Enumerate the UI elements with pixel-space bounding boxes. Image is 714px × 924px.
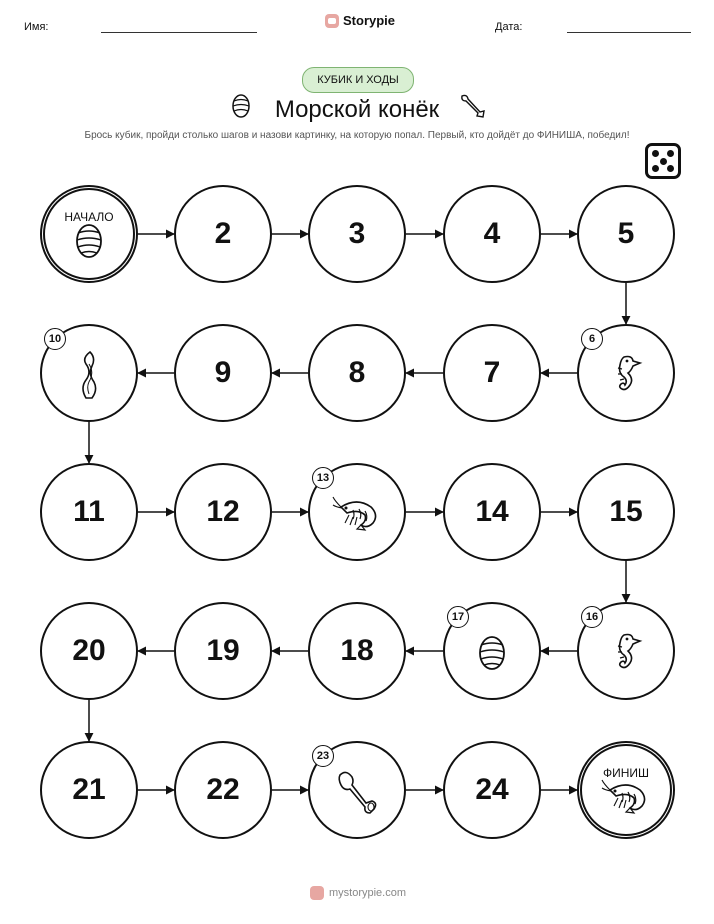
cell-number-badge: 13 (312, 467, 334, 489)
cell-number-badge: 10 (44, 328, 66, 350)
board-cell-24 (443, 741, 541, 839)
shrimp-icon (333, 495, 381, 538)
board-cell-16 (577, 602, 675, 700)
game-type-badge: КУБИК И ХОДЫ (302, 67, 414, 93)
cell-number-badge: 23 (312, 745, 334, 767)
board-cell-10 (40, 324, 138, 422)
cell-number-badge: 16 (581, 606, 603, 628)
cell-number: 5 (617, 217, 635, 250)
board-cell-4 (443, 185, 541, 283)
seaweed-icon (76, 350, 102, 405)
cell-number: 21 (72, 773, 106, 806)
seahorse-icon (608, 351, 644, 404)
cell-number: 7 (483, 356, 501, 389)
board-cell-2 (174, 185, 272, 283)
cell-number: 20 (72, 634, 106, 667)
board-cell-12 (174, 463, 272, 561)
board-cell-7 (443, 324, 541, 422)
cell-number-badge: 6 (581, 328, 603, 350)
board-cell-3 (308, 185, 406, 283)
finish-cell (577, 741, 675, 839)
seahorse-icon (608, 629, 644, 682)
board-cell-18 (308, 602, 406, 700)
cell-number: 8 (348, 356, 366, 389)
board-cell-9 (174, 324, 272, 422)
bone-icon (336, 769, 378, 820)
date-label: Дата: (495, 21, 523, 33)
board-cell-13 (308, 463, 406, 561)
page-title: Морской конёк (274, 96, 440, 123)
storypie-logo-icon (310, 886, 324, 900)
start-cell (40, 185, 138, 283)
board-cell-19 (174, 602, 272, 700)
board-cell-17 (443, 602, 541, 700)
cell-number: 9 (214, 356, 232, 389)
footer (310, 886, 406, 900)
shrimp-icon (602, 778, 650, 821)
cell-number: 3 (348, 217, 366, 250)
cell-number: 15 (609, 495, 643, 528)
start-label: НАЧАЛО (64, 210, 114, 224)
board-cell-8 (308, 324, 406, 422)
board-cell-23 (308, 741, 406, 839)
cell-number: 4 (483, 217, 501, 250)
cell-number: 22 (206, 773, 240, 806)
cell-number: 11 (73, 495, 105, 528)
brand-name: Storypie (343, 13, 396, 28)
board-cell-15 (577, 463, 675, 561)
board-cell-14 (443, 463, 541, 561)
board-cell-6 (577, 324, 675, 422)
board-cell-11 (40, 463, 138, 561)
cell-number-badge: 17 (447, 606, 469, 628)
board-cell-20 (40, 602, 138, 700)
shell-icon (475, 633, 509, 678)
cell-number: 24 (475, 773, 509, 806)
name-label: Имя: (24, 21, 49, 33)
cell-number: 19 (206, 634, 240, 667)
board-cell-5 (577, 185, 675, 283)
cell-number: 2 (214, 217, 232, 250)
cell-number: 18 (340, 634, 374, 667)
cell-number: 12 (206, 495, 240, 528)
footer-link[interactable]: mystorypie.com (329, 887, 407, 899)
finish-label: ФИНИШ (602, 766, 650, 780)
board-cell-21 (40, 741, 138, 839)
shell-icon (72, 221, 106, 266)
cell-number: 14 (475, 495, 509, 528)
board-cell-22 (174, 741, 272, 839)
instructions: Брось кубик, пройди столько шагов и назови картинку, на которую попал. Первый, кто дойдёт до ФИНИША, победил! (84, 130, 630, 141)
